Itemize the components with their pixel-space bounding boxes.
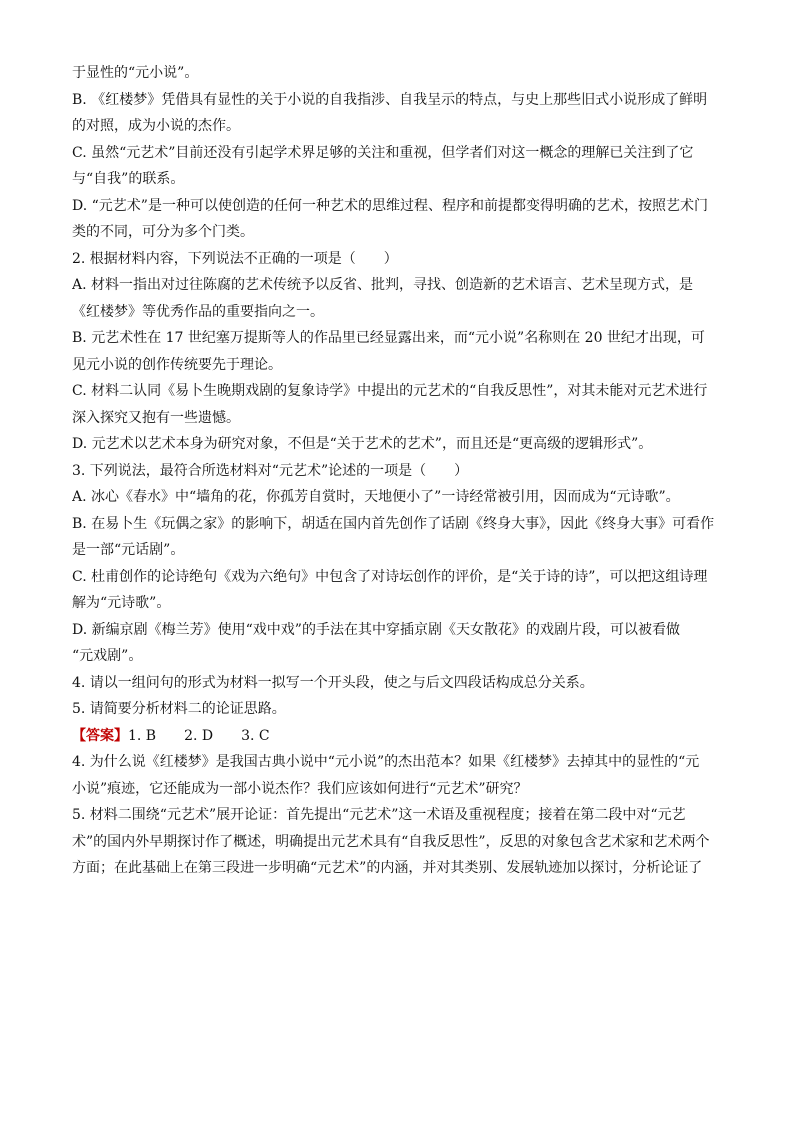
answer-4-line: 4. 为什么说《红楼梦》是我国古典小说中“元小说”的杰出范本？如果《红楼梦》去掉其中的显性的“元 [72, 754, 700, 770]
option-b-line: B. 元艺术性在 17 世纪塞万提斯等人的作品里已经显露出来，而“元小说”名称则在 20 世纪才出现，可 [72, 330, 705, 346]
option-b-line: B. 在易卜生《玩偶之家》的影响下，胡适在国内首先创作了话剧《终身大事》，因此《终身大事》可看作 [72, 515, 715, 532]
option-b-line: B. 《红楼梦》凭借具有显性的关于小说的自我指涉、自我呈示的特点，与史上那些旧式小说形成了鲜明 [72, 91, 708, 108]
question-2: 2. 根据材料内容，下列说法不正确的一项是（ ） [72, 250, 398, 267]
option-c-line: C. 杜甫创作的论诗绝句《戏为六绝句》中包含了对诗坛创作的评价，是“关于诗的诗”，可以把这组诗理 [72, 568, 708, 585]
text-line: 见元小说的创作传统要先于理论。 [72, 356, 282, 373]
answer-label: 【答案】 [72, 727, 128, 744]
option-c-line: C. 虽然“元艺术”目前还没有引起学术界足够的关注和重视，但学者们对这一概念的理解已关注到了它 [72, 144, 694, 161]
option-d-line: D. 新编京剧《梅兰芳》使用“戏中戏”的手法在其中穿插京剧《天女散花》的戏剧片段，可以被看做 [72, 621, 680, 638]
text-line: 是一部“元话剧”。 [72, 542, 185, 558]
text-line: 深入探究又抱有一些遗憾。 [72, 409, 240, 426]
option-c-line: C. 材料二认同《易卜生晚期戏剧的复象诗学》中提出的元艺术的“自我反思性”，对其未能对元艺术进行 [72, 383, 708, 399]
question-3: 3. 下列说法，最符合所选材料对“元艺术”论述的一项是（ ） [72, 462, 469, 479]
text-line: 与“自我”的联系。 [72, 171, 185, 187]
question-5: 5. 请简要分析材料二的论证思路。 [72, 701, 286, 717]
text-line: “元戏剧”。 [72, 648, 143, 664]
option-a-line: A. 冰心《春水》中“墙角的花，你孤芳自赏时，天地便小了”一诗经常被引用，因而成为“元诗歌”。 [72, 489, 680, 505]
answer-5-line: 5. 材料二围绕“元艺术”展开论证：首先提出“元艺术”这一术语及重视程度；接着在第二段中对“元艺 [72, 807, 686, 823]
text-line: 术”的国内外早期探讨作了概述，明确提出元艺术具有“自我反思性”，反思的对象包含艺术家和艺术两个 [72, 833, 710, 850]
text-line: 于显性的“元小说”。 [72, 65, 199, 81]
text-line: 的对照，成为小说的杰作。 [72, 118, 240, 134]
option-d-line: D. 元艺术以艺术本身为研究对象，不但是“关于艺术的艺术”，而且还是“更高级的逻辑形式”。 [72, 436, 653, 452]
answer-text: 1. B 2. D 3. C [128, 727, 270, 744]
answer-line [72, 723, 722, 750]
text-line: 方面；在此基础上在第三段进一步明确“元艺术”的内涵，并对其类别、发展轨迹加以探讨，分析论证了 [72, 860, 703, 876]
text-line: 类的不同，可分为多个门类。 [72, 224, 254, 240]
text-line: 解为“元诗歌”。 [72, 595, 171, 611]
option-a-line: A. 材料一指出对过往陈腐的艺术传统予以反省、批判，寻找、创造新的艺术语言、艺术呈现方式，是 [72, 277, 694, 293]
question-4: 4. 请以一组问句的形式为材料一拟写一个开头段，使之与后文四段话构成总分关系。 [72, 674, 594, 691]
text-line: 《红楼梦》等优秀作品的重要指向之一。 [72, 303, 324, 320]
option-d-line: D. “元艺术”是一种可以使创造的任何一种艺术的思维过程、程序和前提都变得明确的艺术，按照艺术门 [72, 197, 708, 214]
text-line: 小说”痕迹，它还能成为一部小说杰作？我们应该如何进行“元艺术”研究？ [72, 780, 528, 797]
